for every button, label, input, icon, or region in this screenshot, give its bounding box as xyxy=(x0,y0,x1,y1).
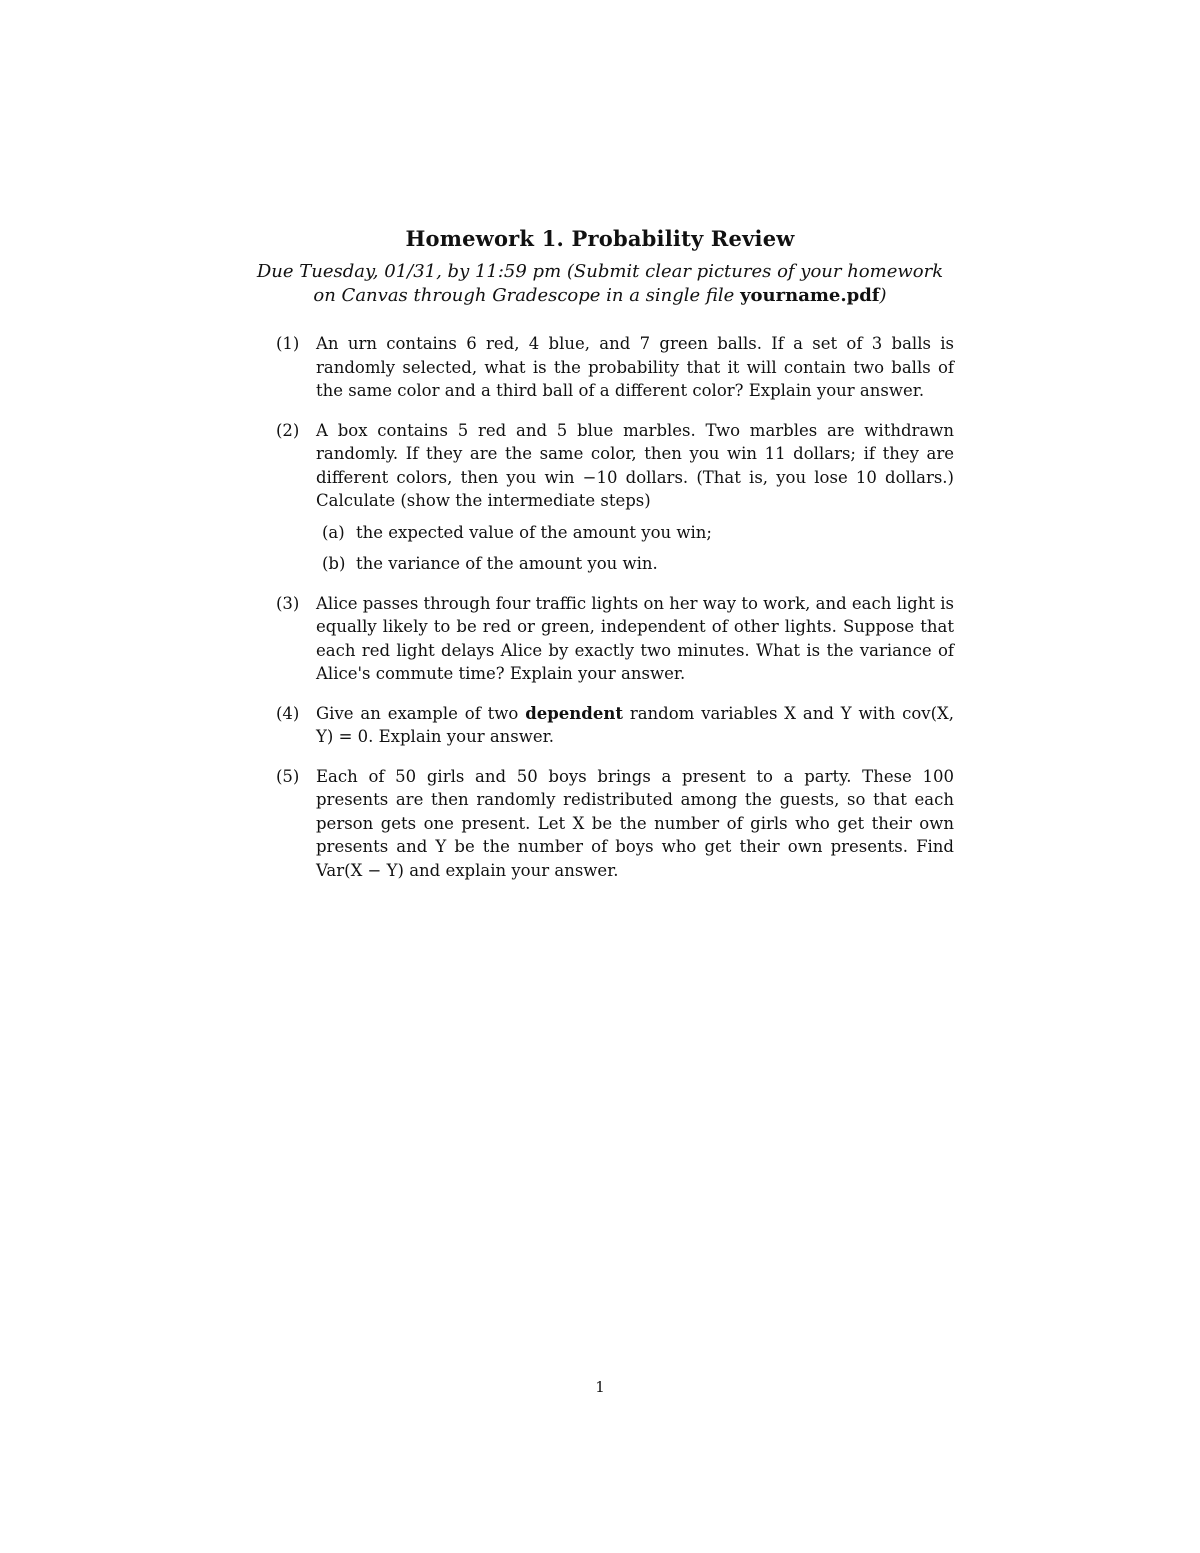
problem-list xyxy=(276,332,954,898)
problem-text: An urn contains 6 red, 4 blue, and 7 green balls. If a set of 3 balls is randomly selected, what is the probability that it will contain two balls of the same color and a third ball of a different color? Explain your answer. xyxy=(316,334,954,400)
subtitle-close: ) xyxy=(879,285,887,306)
subitem-a xyxy=(316,521,954,545)
problem-text: Alice passes through four traffic lights on her way to work, and each light is equally likely to be red or green, independent of other lights. Suppose that each red light delays Alice by exactly two minutes. What is the variance of Alice's commute time? Explain your answer. xyxy=(316,593,954,683)
problem-3 xyxy=(276,592,954,686)
problem-text-end: random variables X and Y with cov(X, Y) = 0. Explain your answer. xyxy=(316,703,955,746)
problem-number: (4) xyxy=(276,703,300,723)
problem-number: (3) xyxy=(276,593,300,613)
problem-number: (1) xyxy=(276,334,300,353)
problem-text: Each of 50 girls and 50 boys brings a present to a party. These 100 presents are then randomly redistributed among the guests, so that each person gets one present. Let X be the number of girls who get their own presents and Y be the number of boys who get their own presents. Find Var(X − Y) and explain your answer. xyxy=(316,766,954,880)
problem-4 xyxy=(276,702,954,749)
problem-2 xyxy=(276,419,954,576)
problem-text: A box contains 5 red and 5 blue marbles. Two marbles are withdrawn randomly. If they are the same color, then you win 11 dollars; if they are different colors, then you win −10 dollars. (That is, you lose 10 dollars.) Calculate (show the intermediate steps) xyxy=(316,420,954,510)
problem-5 xyxy=(276,765,954,883)
problem-1 xyxy=(276,332,954,403)
subitem-list xyxy=(316,521,954,576)
subitem-letter: (a) xyxy=(322,522,345,542)
page-number: 1 xyxy=(595,1378,605,1396)
document-title: Homework 1. Probability Review xyxy=(405,226,795,251)
subtitle-line-2: on Canvas through Gradescope in a single file xyxy=(313,285,735,306)
subtitle-line-1: Due Tuesday, 01/31, by 11:59 pm (Submit clear pictures of your homework xyxy=(256,261,944,282)
subitem-text: the expected value of the amount you win; xyxy=(356,522,712,542)
subitem-letter: (b) xyxy=(322,554,346,573)
document-subtitle xyxy=(240,260,960,308)
emphasis-dependent: dependent xyxy=(525,703,623,723)
problem-text-start: Give an example of two xyxy=(316,703,526,723)
problem-number: (2) xyxy=(276,420,300,440)
problem-number: (5) xyxy=(276,766,300,786)
subitem-b xyxy=(316,552,954,576)
submission-filename: yourname.pdf xyxy=(740,285,880,306)
subitem-text: the variance of the amount you win. xyxy=(356,554,658,573)
